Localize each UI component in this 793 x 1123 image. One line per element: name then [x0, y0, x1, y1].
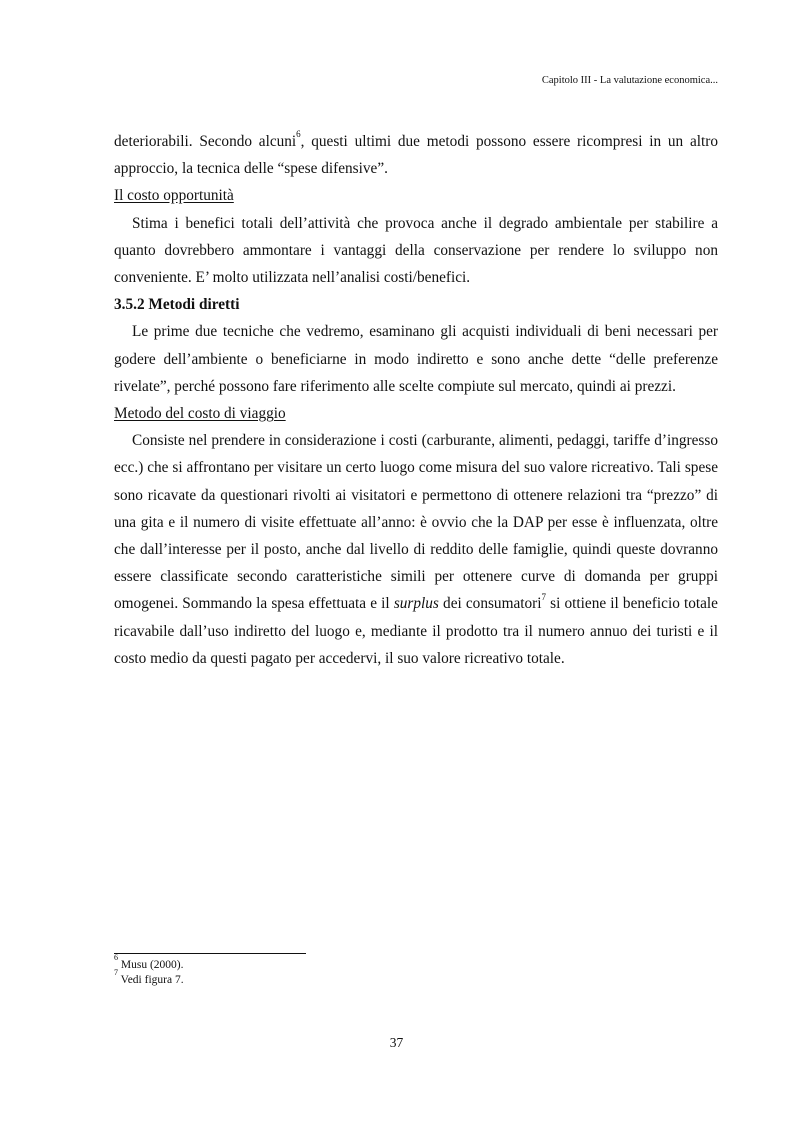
- page-number: 37: [389, 1035, 404, 1050]
- paragraph-text: , questi ultimi due metodi possono essere ricompresi in un altro approccio, la tecnica delle “spese difensive”.: [114, 133, 718, 178]
- footnotes: [114, 953, 184, 988]
- paragraph-text: Consiste nel prendere in considerazione i costi (carburante, alimenti, pedaggi, tariffe d’ingresso ecc.) che si affrontano per visitare un certo luogo come misura del suo valore ricreativo. Tali spese sono ricavate da questionari rivolti ai visitatori e permettono di ottenere relazioni tra “prezzo” di una gita e il numero di visite effettuate all’anno: è ovvio che la DAP per esse è influenzata, oltre che dall’interesse per il posto, anche dal livello di reddito delle famiglie, quindi queste dovranno essere classificate secondo caratteristiche simili per ottenere curve di domanda per gruppi omogenei. Sommando la spesa effettuata e il: [114, 432, 718, 613]
- footnote-text: Vedi figura 7.: [118, 974, 184, 986]
- heading-metodi-diretti: 3.5.2 Metodi diretti: [114, 296, 240, 314]
- footnote-number: 7: [114, 968, 118, 978]
- paragraph-text: dei consumatori: [438, 595, 542, 613]
- footnote-ref-6[interactable]: 6: [296, 129, 301, 140]
- running-header: Capitolo III - La valutazione economica...: [541, 75, 718, 86]
- paragraph-costo-opportunita: Stima i benefici totali dell’attività che provoca anche il degrado ambientale per stabilire a quanto dovrebbero ammontare i vantaggi della conservazione per rendere lo sviluppo non conveniente. E’ molto utilizzata nell’analisi costi/benefici.: [114, 214, 718, 287]
- paragraph-text: deteriorabili. Secondo alcuni: [114, 133, 297, 150]
- footnote-text: Musu (2000).: [118, 959, 184, 971]
- footnote-ref-7[interactable]: 7: [541, 591, 546, 602]
- footnote-number: 6: [114, 953, 118, 963]
- paragraph-spese-difensive: [114, 128, 718, 182]
- footnote-7: [114, 968, 184, 988]
- heading-costo-opportunita: Il costo opportunità: [114, 187, 234, 205]
- body-text: [114, 128, 718, 672]
- paragraph-costo-viaggio: [114, 427, 718, 672]
- footnote-6: [114, 953, 184, 973]
- paragraph-metodi-diretti: Le prime due tecniche che vedremo, esaminano gli acquisti individuali di beni necessari per godere dell’ambiente o beneficiarne in modo indiretto e sono anche dette “delle preferenze rivelate”, perché possono fare riferimento alle scelte compiute sul mercato, quindi ai prezzi.: [114, 323, 718, 395]
- footnote-divider: [114, 953, 306, 954]
- paragraph-text: si ottiene il beneficio totale ricavabile dall’uso indiretto del luogo e, mediante il prodotto tra il numero annuo dei turisti e il costo medio da questi pagato per accedervi, il suo valore ricreativo totale.: [114, 595, 718, 667]
- heading-costo-viaggio: Metodo del costo di viaggio: [114, 405, 286, 423]
- italic-term-surplus: surplus: [393, 595, 439, 613]
